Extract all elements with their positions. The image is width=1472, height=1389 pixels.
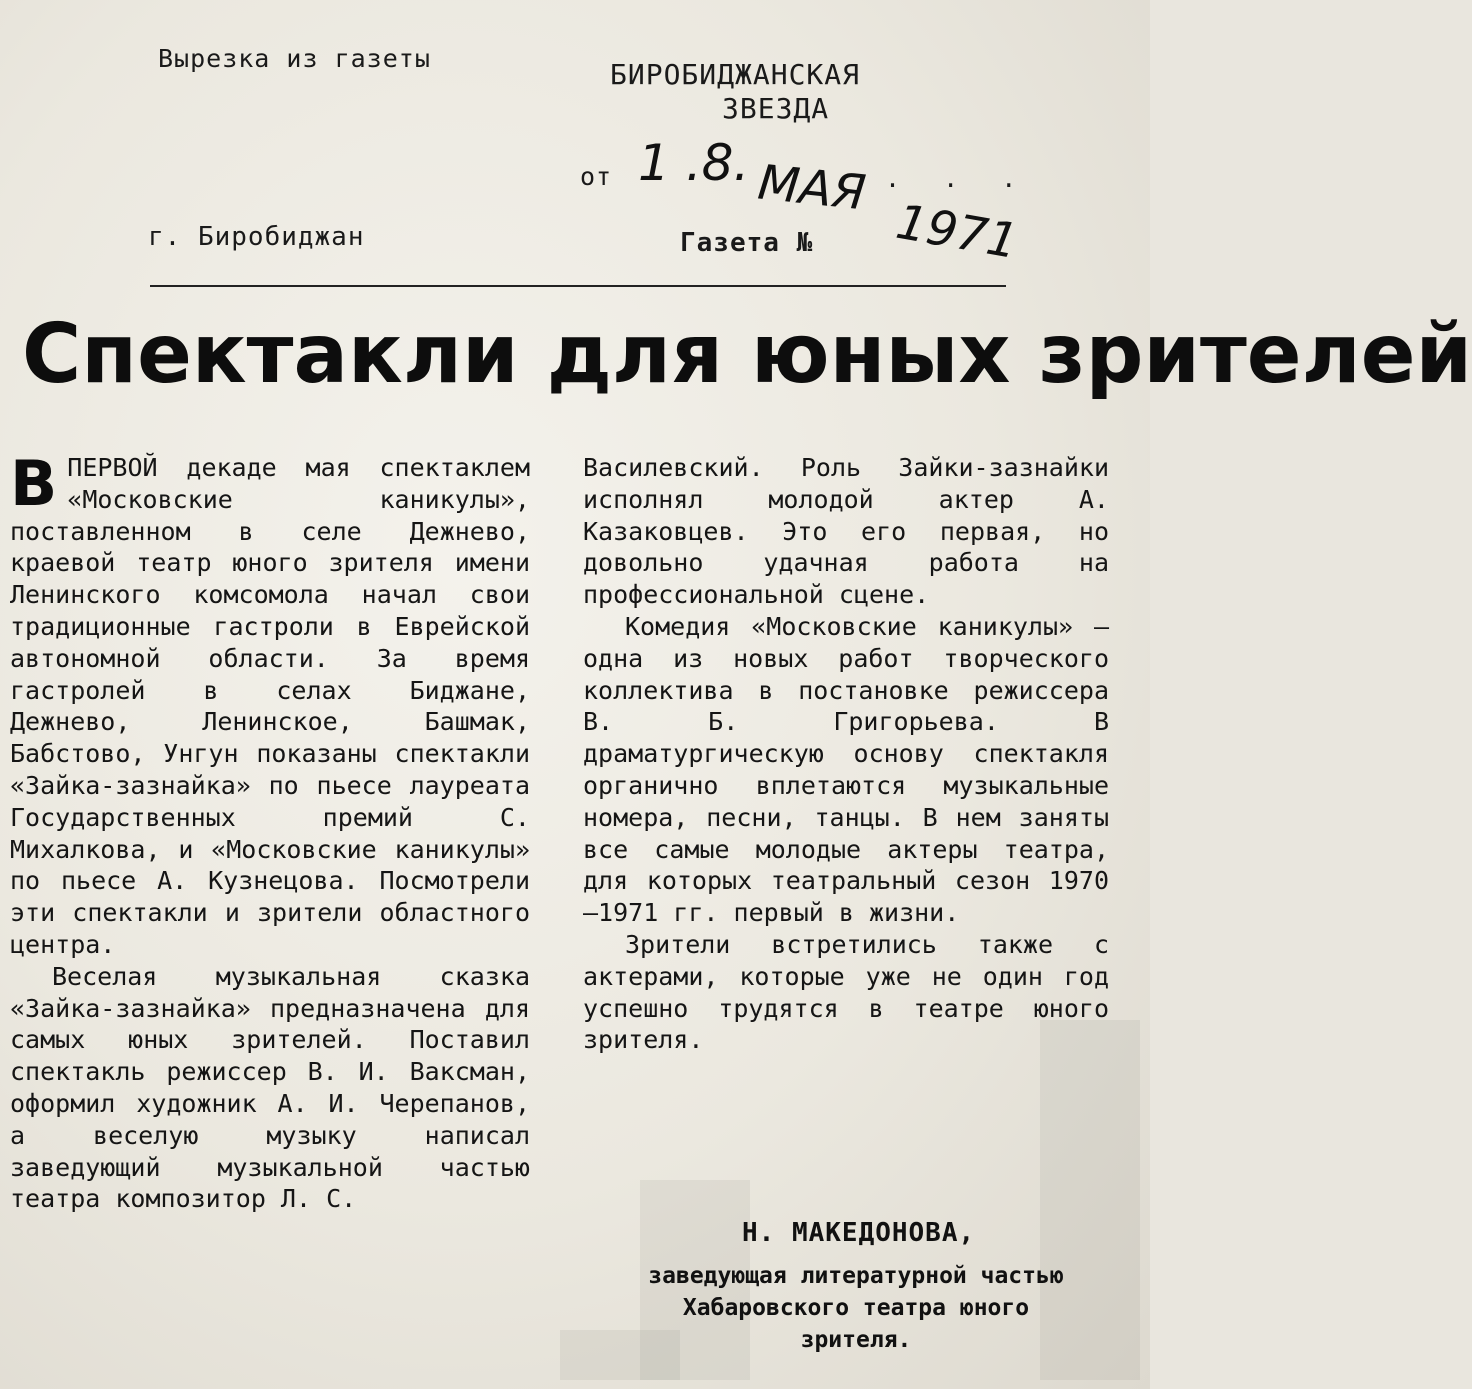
clipping-label: Вырезка из газеты <box>158 44 431 73</box>
date-prefix: от <box>580 162 613 191</box>
article-column-right <box>583 452 1109 1056</box>
newspaper-name-line2: ЗВЕЗДА <box>722 92 830 125</box>
paragraph-text: ПЕРВОЙ декаде мая спектаклем «Московские каникулы», поставленном в селе Дежнево, краевой театр юного зрителя имени Ленинского комсомола начал свои традиционные гастроли в Еврейской автономной области. За время гастролей в селах Биджане, Дежнево, Ленинское, Башмак, Бабстово, Унгун показаны спектакли «Зайка-зазнайка» по пьесе лауреата Государственных премий С. Михалкова, и «Московские каникулы» по пьесе А. Кузнецова. Посмотрели эти спектакли и зрители областного центра. <box>10 453 530 959</box>
handwritten-date-day: 1 .8. <box>638 134 750 192</box>
issue-label: Газета № <box>680 228 814 258</box>
article-headline: Спектакли для юных зрителей <box>22 307 1472 402</box>
newspaper-name-line1: БИРОБИДЖАНСКАЯ <box>610 58 861 91</box>
author-title: заведующая литературной частью Хабаровского театра юного зрителя. <box>648 1263 1064 1353</box>
paragraph: Веселая музыкальная сказка «Зайка-зазнайка» предназначена для самых юных зрителей. Поставил спектакль режиссер В. И. Ваксман, оформил художник А. И. Черепанов, а веселую музыку написал заведующий музыкальной частью театра композитор Л. С. <box>10 961 530 1214</box>
handwritten-date-month: МАЯ <box>755 154 869 222</box>
header-rule <box>150 285 1006 287</box>
drop-cap: В <box>10 447 58 520</box>
city-label: г. Биробиджан <box>148 222 365 252</box>
date-dots: . . . <box>885 164 1031 193</box>
handwritten-year: 1971 <box>892 193 1023 271</box>
paragraph <box>10 447 530 961</box>
paragraph: Комедия «Московские каникулы» — одна из новых работ творческого коллектива в постановке режиссера В. Б. Григорьева. В драматургическую основу спектакля органично вплетаются музыкальные номера, песни, танцы. В нем заняты все самые молодые актеры театра, для которых театральный сезон 1970—1971 гг. первый в жизни. <box>583 611 1109 928</box>
paragraph: Зрители встретились также с актерами, которые уже не один год успешно трудятся в театре юного зрителя. <box>583 929 1109 1055</box>
article-column-left <box>10 447 530 1215</box>
author-name: Н. МАКЕДОНОВА, <box>742 1218 976 1248</box>
paragraph: Василевский. Роль Зайки-зазнайки исполнял молодой актер А. Казаковцев. Это его первая, но довольно удачная работа на профессиональной сцене. <box>583 453 1109 610</box>
